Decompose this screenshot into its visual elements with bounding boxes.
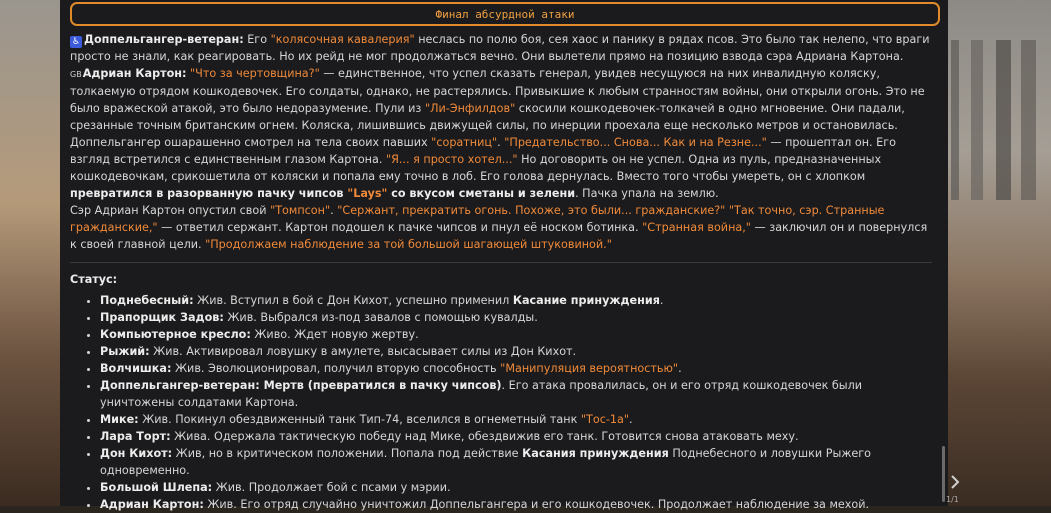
speaker-carton: Адриан Картон: [82,67,187,80]
story-paragraph-3: Сэр Адриан Картон опустил свой "Томпсон". "Сержант, прекратить огонь. Похоже, это были... гражданские?" "Так точно, сэр. Странные гражданские," — ответил сержант. Картон подошел к пачке чипсов и пнул её носком ботинка. "Странная война," — заключил он и повернулся к своей главной цели. "Продолжаем наблюдение за той большой шагающей штуковиной." [70,204,928,251]
wheelchair-icon: ♿ [71,37,81,47]
status-item-ryzhy: • Рыжий: Жив. Активировал ловушку в амулете, высасывает силы из Дон Кихот. [100,343,932,360]
story-paragraph-2: GBАдриан Картон: "Что за чертовщина?" — единственное, что успел сказать генерал, увидев несущуюся на них инвалидную коляску, толкаемую отрядом кошкодевочек. Его солдаты, однако, не растерялись. Привыкшие к любым странностям войны, они открыли огонь. Это не было вражеской атакой, это было недоразумение. Пули из "Ли-Энфилдов" скосили кошкодевочек-толкачей в одно мгновение. Они падали, срезанные точным британским огнем. Коляска, лишившись движущей силы, по инерции проехала еще несколько метров и остановилась. Доппельгангер ошарашенно смотрел на тела своих павших "соратниц". "Предательство... Снова... Как и на Резне..." — прошептал он. Его взгляд встретился с единственным глазом Картона. "Я... я просто хотел..." Но договорить он не успел. Одна из пуль, предназначенных кошкодевочкам, срикошетила от коляски и попала ему точно в лоб. Его голова дернулась. Вместо того чтобы умереть, он с хлопком превратился в разорванную пачку чипсов "Lays" со вкусом сметаны и зелени. Пачка упала на землю. [70,67,925,200]
message-content [70,31,932,513]
status-item-lara: • Лара Торт: Жива. Одержала тактическую победу над Мике, обездвижив его танк. Готовится снова атаковать меху. [100,428,932,445]
status-item-podnebesny: • Поднебесный: Жив. Вступил в бой с Дон Кихот, успешно применил Касание принуждения. [100,292,932,309]
status-item-zadov: • Прапорщик Задов: Жив. Выбрался из-под завалов с помощью кувалды. [100,309,932,326]
background-city [941,40,1051,200]
story-paragraph-1: ♿ Доппельгангер-ветеран: Его "колясочная кавалерия" неслась по полю боя, сея хаос и панику в рядах псов. Это было так нелепо, что враги просто не знали, как реагировать. Но их рейд не мог продолжаться вечно. Они вылетели прямо на позицию взвода сэра Адриана Картона. [70,33,930,63]
status-item-mike: • Мике: Жив. Покинул обездвиженный танк Тип-74, вселился в огнеметный танк "Тос-1а". [100,411,932,428]
speaker-doppelganger: Доппельгангер-ветеран: [84,33,244,46]
background-left-strip [0,0,60,506]
chevron-right-icon[interactable] [947,474,963,492]
status-heading: Статус: [70,273,118,286]
scrollbar-thumb[interactable] [942,446,945,502]
status-item-carton: • Адриан Картон: Жив. Его отряд случайно уничтожил Доппельгангера и его кошкодевочек. Продолжает наблюдение за мехой. [100,496,932,513]
section-divider [70,262,932,263]
status-item-doppelganger: • Доппельгангер-ветеран: Мертв (превратился в пачку чипсов). Его атака провалилась, он и его отряд кошкодевочек были уничтожены солдатами Картона. [100,377,932,411]
message-title-text: Финал абсурдной атаки [435,7,575,21]
status-item-shlepa: • Большой Шлепа: Жив. Продолжает бой с псами у мэрии. [100,479,932,496]
status-item-donkihot: • Дон Кихот: Жив, но в критическом положении. Попала под действие Касания принуждения Поднебесного и ловушки Рыжего одновременно. [100,445,932,479]
message-title [70,2,940,26]
status-item-volchishka: • Волчишка: Жив. Эволюционировал, получил вторую способность "Манипуляция вероятностью". [100,360,932,377]
status-list [70,292,932,513]
gb-flag-icon: GB [70,70,82,79]
page-indicator: 1/1 [946,495,959,504]
status-item-chair: • Компьютерное кресло: Живо. Ждет новую жертву. [100,326,932,343]
